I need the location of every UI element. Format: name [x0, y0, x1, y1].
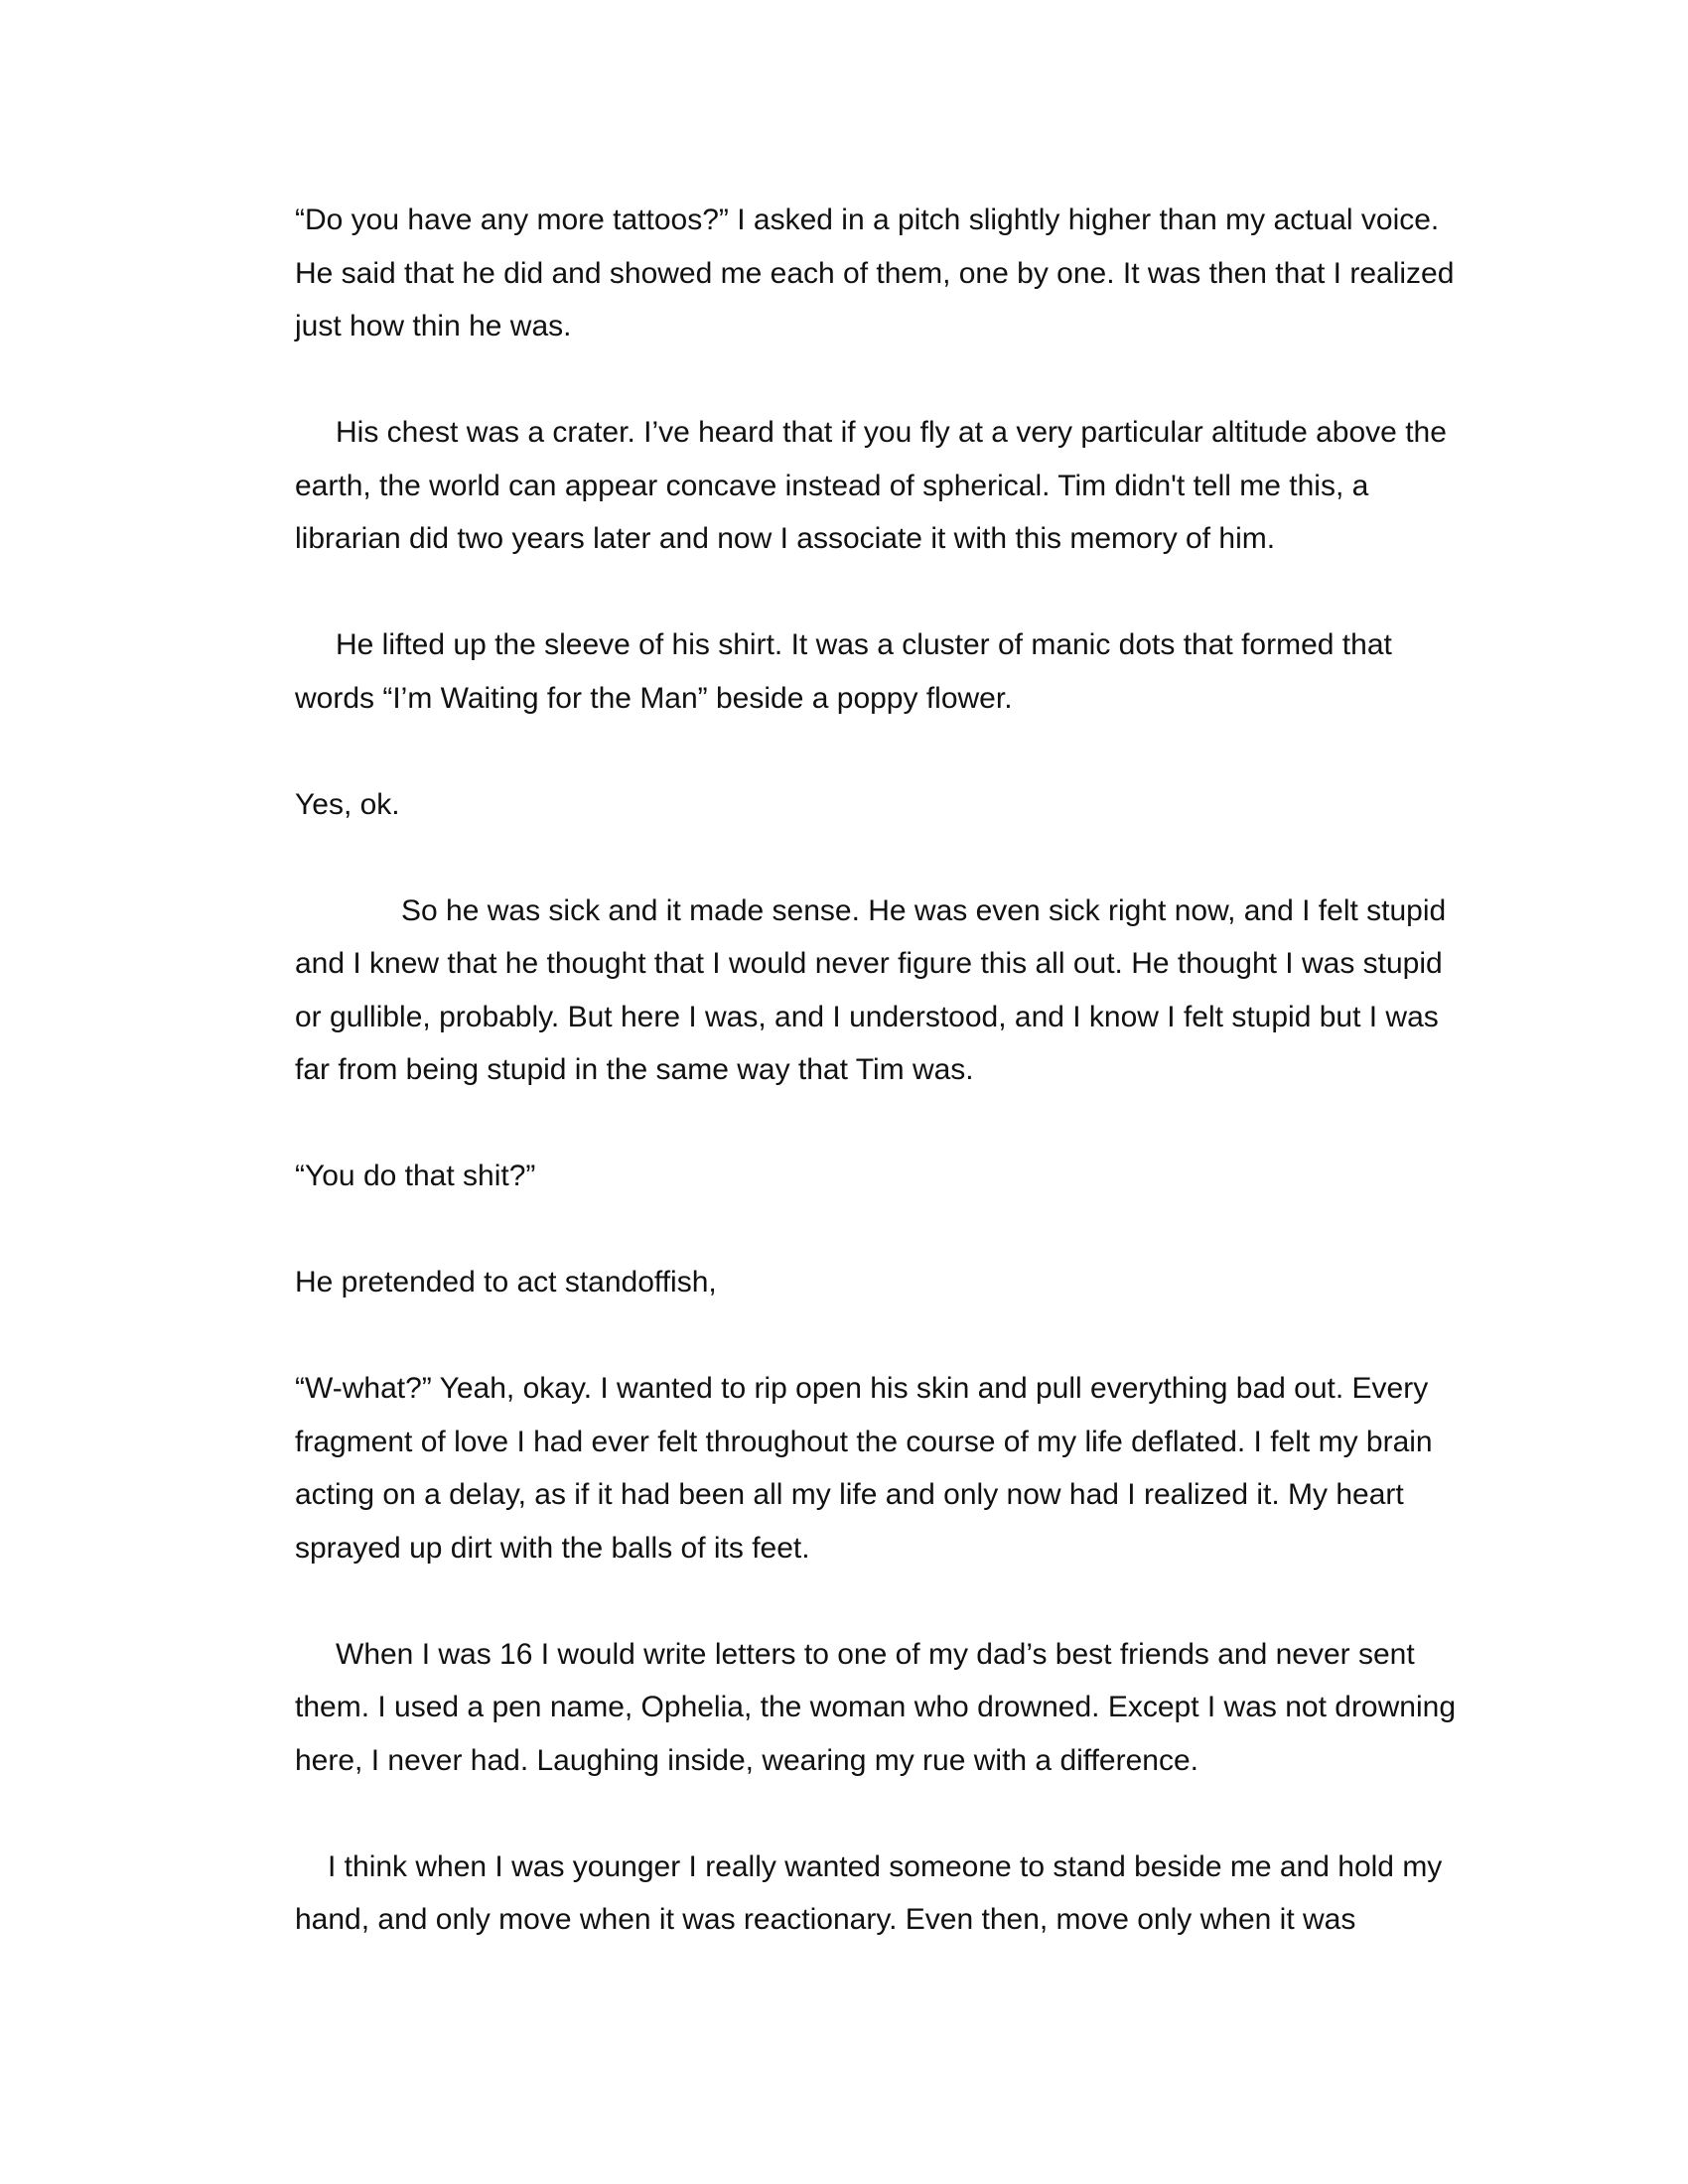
text-line: When I was 16 I would write letters to one of my dad’s best friends and never sent	[336, 1637, 1415, 1671]
text-line: hand, and only move when it was reactionary. Even then, move only when it was	[295, 1903, 1356, 1936]
text-line: He pretended to act standoffish,	[295, 1266, 717, 1298]
text-line: “W-what?” Yeah, okay. I wanted to rip open his skin and pull everything bad out. Every	[295, 1372, 1429, 1405]
paragraph-younger	[295, 1841, 1486, 1947]
document-body	[295, 194, 1486, 1947]
text-line: He said that he did and showed me each of them, one by one. It was then that I realized	[295, 256, 1455, 290]
text-line: acting on a delay, as if it had been all my life and only now had I realized it. My heart	[295, 1478, 1404, 1511]
text-line: “Do you have any more tattoos?” I asked in a pitch slightly higher than my actual voice.	[295, 204, 1440, 236]
text-line: librarian did two years later and now I associate it with this memory of him.	[295, 522, 1276, 555]
text-line: just how thin he was.	[295, 310, 572, 342]
text-line: and I knew that he thought that I would never figure this all out. He thought I was stupid	[295, 947, 1443, 980]
text-line: them. I used a pen name, Ophelia, the woman who drowned. Except I was not drowning	[295, 1691, 1457, 1723]
text-line: “You do that shit?”	[295, 1160, 536, 1192]
text-line: fragment of love I had ever felt throughout the course of my life deflated. I felt my brain	[295, 1425, 1433, 1458]
text-line: So he was sick and it made sense. He was even sick right now, and I felt stupid	[401, 893, 1447, 927]
text-line: He lifted up the sleeve of his shirt. It was a cluster of manic dots that formed that	[336, 628, 1392, 661]
text-line: words “I’m Waiting for the Man” beside a poppy flower.	[295, 681, 1013, 715]
paragraph-dialogue-question	[295, 1150, 1486, 1203]
paragraph-yes-ok	[295, 778, 1486, 832]
text-line: His chest was a crater. I’ve heard that if you fly at a very particular altitude above the	[336, 416, 1447, 449]
text-line: Yes, ok.	[295, 787, 400, 821]
paragraph-sleeve	[295, 618, 1486, 725]
text-line: I think when I was younger I really wanted someone to stand beside me and hold my	[328, 1849, 1443, 1883]
text-line: far from being stupid in the same way that Tim was.	[295, 1053, 974, 1086]
paragraph-letters	[295, 1628, 1486, 1788]
paragraph-standoffish	[295, 1256, 1486, 1309]
paragraph-w-what	[295, 1362, 1486, 1574]
text-line: earth, the world can appear concave instead of spherical. Tim didn't tell me this, a	[295, 469, 1369, 502]
text-line: sprayed up dirt with the balls of its feet.	[295, 1531, 810, 1565]
paragraph-sick	[295, 885, 1486, 1097]
text-line: here, I never had. Laughing inside, wearing my rue with a difference.	[295, 1743, 1198, 1777]
text-line: or gullible, probably. But here I was, and I understood, and I know I felt stupid but I was	[295, 1000, 1439, 1033]
paragraph-tattoos-question	[295, 194, 1486, 353]
paragraph-chest-crater	[295, 406, 1486, 566]
